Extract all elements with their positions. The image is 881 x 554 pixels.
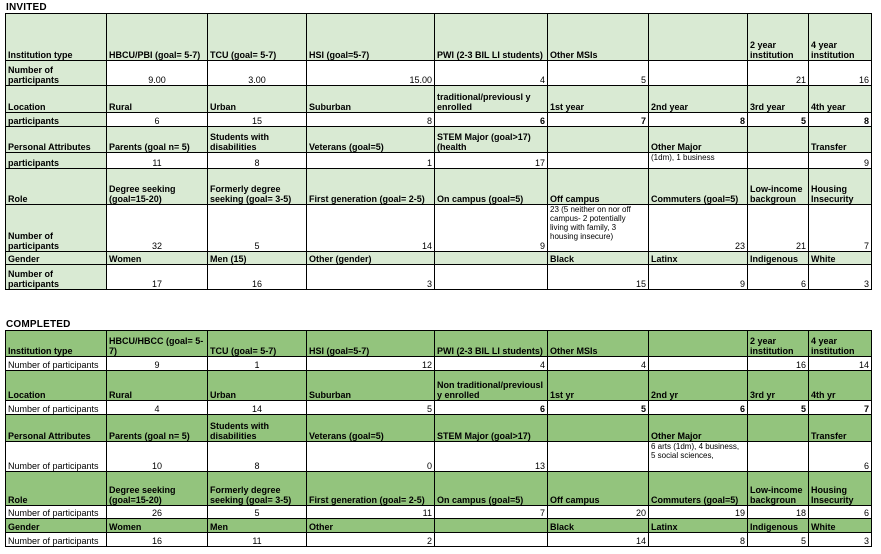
value-cell: 5: [548, 401, 649, 415]
table-row: [6, 61, 872, 86]
value-cell: 7: [435, 506, 548, 519]
row-label-cell: Gender: [6, 252, 107, 265]
value-cell: 10: [107, 442, 208, 472]
category-cell: Degree seeking (goal=15-20): [107, 472, 208, 506]
value-cell: 6: [809, 506, 872, 519]
category-cell: 4 year institution: [809, 331, 872, 357]
value-cell: 0: [307, 442, 435, 472]
value-cell: [649, 61, 748, 86]
value-cell: 3: [809, 265, 872, 290]
value-cell: 17: [107, 265, 208, 290]
category-cell: HSI (goal=5-7): [307, 331, 435, 357]
category-cell: Parents (goal n= 5): [107, 415, 208, 442]
category-cell: Black: [548, 519, 649, 533]
category-cell: STEM Major (goal>17): [435, 415, 548, 442]
value-cell: 16: [809, 61, 872, 86]
value-cell: 4: [107, 401, 208, 415]
value-cell: 9: [107, 357, 208, 371]
table-row: [6, 357, 872, 371]
category-cell: Rural: [107, 371, 208, 401]
category-cell: Degree seeking (goal=15-20): [107, 169, 208, 205]
category-cell: 2 year institution: [748, 331, 809, 357]
value-cell: 5: [548, 61, 649, 86]
table-row: [6, 127, 872, 153]
table-row: [6, 442, 872, 472]
value-cell: 4: [435, 357, 548, 371]
value-cell: 5: [748, 533, 809, 547]
value-cell: [435, 265, 548, 290]
completed-title: COMPLETED: [6, 319, 71, 330]
category-cell: [548, 415, 649, 442]
category-cell: Parents (goal n= 5): [107, 127, 208, 153]
value-cell: 8: [208, 153, 307, 169]
category-cell: TCU (goal= 5-7): [208, 14, 307, 61]
row-label-cell: Number of participants: [6, 265, 107, 290]
row-label-cell: Number of participants: [6, 506, 107, 519]
value-cell: 3: [809, 533, 872, 547]
row-label-cell: participants: [6, 153, 107, 169]
row-label-cell: Personal Attributes: [6, 415, 107, 442]
value-cell: [548, 153, 649, 169]
category-cell: 1st yr: [548, 371, 649, 401]
category-cell: Rural: [107, 86, 208, 113]
category-cell: Suburban: [307, 86, 435, 113]
value-cell: 19: [649, 506, 748, 519]
row-label-cell: Role: [6, 472, 107, 506]
row-label-cell: Location: [6, 86, 107, 113]
table-row: [6, 519, 872, 533]
category-cell: Women: [107, 252, 208, 265]
value-cell: 7: [548, 113, 649, 127]
category-cell: HBCU/PBI (goal= 5-7): [107, 14, 208, 61]
value-cell: 6: [748, 265, 809, 290]
value-cell: 5: [208, 205, 307, 252]
category-cell: [548, 127, 649, 153]
category-cell: Formerly degree seeking (goal= 3-5): [208, 169, 307, 205]
category-cell: Other MSIs: [548, 14, 649, 61]
value-cell: 12: [307, 357, 435, 371]
category-cell: Women: [107, 519, 208, 533]
table-row: [6, 331, 872, 357]
table-row: [6, 533, 872, 547]
category-cell: Veterans (goal=5): [307, 127, 435, 153]
value-cell: 6: [107, 113, 208, 127]
table-row: [6, 169, 872, 205]
row-label-cell: Number of participants: [6, 533, 107, 547]
value-cell: 11: [107, 153, 208, 169]
table-row: [6, 265, 872, 290]
category-cell: Transfer: [809, 127, 872, 153]
category-cell: Other MSIs: [548, 331, 649, 357]
category-cell: [435, 519, 548, 533]
category-cell: Off campus: [548, 472, 649, 506]
value-cell: [748, 442, 809, 472]
category-cell: PWI (2-3 BIL LI students): [435, 331, 548, 357]
category-cell: Latinx: [649, 252, 748, 265]
value-cell: [435, 533, 548, 547]
category-cell: 4th year: [809, 86, 872, 113]
value-cell: 4: [548, 357, 649, 371]
table-row: [6, 415, 872, 442]
value-cell: 11: [208, 533, 307, 547]
category-cell: Black: [548, 252, 649, 265]
category-cell: Formerly degree seeking (goal= 3-5): [208, 472, 307, 506]
category-cell: 3rd year: [748, 86, 809, 113]
category-cell: Non traditional/previousl y enrolled: [435, 371, 548, 401]
value-cell: 7: [809, 401, 872, 415]
category-cell: Other Major: [649, 127, 748, 153]
category-cell: Urban: [208, 86, 307, 113]
category-cell: 2nd year: [649, 86, 748, 113]
value-cell: 8: [208, 442, 307, 472]
row-label-cell: Institution type: [6, 331, 107, 357]
table-row: [6, 401, 872, 415]
table-row: [6, 371, 872, 401]
category-cell: Low-income backgroun: [748, 472, 809, 506]
value-cell: 20: [548, 506, 649, 519]
value-cell: 16: [748, 357, 809, 371]
value-cell: 5: [748, 401, 809, 415]
category-cell: Commuters (goal=5): [649, 169, 748, 205]
table-row: [6, 86, 872, 113]
category-cell: 4th yr: [809, 371, 872, 401]
value-cell: 9: [435, 205, 548, 252]
row-label-cell: participants: [6, 113, 107, 127]
category-cell: Suburban: [307, 371, 435, 401]
row-label-cell: Gender: [6, 519, 107, 533]
category-cell: On campus (goal=5): [435, 169, 548, 205]
category-cell: Off campus: [548, 169, 649, 205]
value-cell: [748, 153, 809, 169]
value-cell: 21: [748, 61, 809, 86]
value-cell: 5: [307, 401, 435, 415]
value-cell: 8: [307, 113, 435, 127]
value-cell: (1dm), 1 business: [649, 153, 748, 169]
value-cell: 4: [435, 61, 548, 86]
category-cell: Students with disabilities: [208, 127, 307, 153]
row-label-cell: Institution type: [6, 14, 107, 61]
category-cell: PWI (2-3 BIL LI students): [435, 14, 548, 61]
row-label-cell: Role: [6, 169, 107, 205]
category-cell: 2 year institution: [748, 14, 809, 61]
value-cell: 9: [649, 265, 748, 290]
value-cell: 23: [649, 205, 748, 252]
row-label-cell: Personal Attributes: [6, 127, 107, 153]
value-cell: 6: [649, 401, 748, 415]
category-cell: Other (gender): [307, 252, 435, 265]
category-cell: [435, 252, 548, 265]
category-cell: TCU (goal= 5-7): [208, 331, 307, 357]
value-cell: 1: [307, 153, 435, 169]
row-label-cell: Number of participants: [6, 401, 107, 415]
category-cell: Housing Insecurity: [809, 169, 872, 205]
category-cell: First generation (goal= 2-5): [307, 169, 435, 205]
invited-table: [5, 13, 872, 290]
value-cell: 15: [548, 265, 649, 290]
value-cell: 1: [208, 357, 307, 371]
value-cell: 16: [107, 533, 208, 547]
value-cell: 8: [649, 113, 748, 127]
category-cell: [649, 14, 748, 61]
value-cell: 5: [208, 506, 307, 519]
category-cell: Other Major: [649, 415, 748, 442]
row-label-cell: Location: [6, 371, 107, 401]
value-cell: 17: [435, 153, 548, 169]
value-cell: 32: [107, 205, 208, 252]
value-cell: 8: [649, 533, 748, 547]
category-cell: [748, 415, 809, 442]
value-cell: 14: [208, 401, 307, 415]
category-cell: Men: [208, 519, 307, 533]
value-cell: 14: [548, 533, 649, 547]
table-row: [6, 113, 872, 127]
value-cell: 15: [208, 113, 307, 127]
value-cell: 21: [748, 205, 809, 252]
row-label-cell: Number of participants: [6, 442, 107, 472]
category-cell: Transfer: [809, 415, 872, 442]
value-cell: 2: [307, 533, 435, 547]
value-cell: 18: [748, 506, 809, 519]
table-row: [6, 153, 872, 169]
category-cell: STEM Major (goal>17) (health: [435, 127, 548, 153]
value-cell: 23 (5 neither on nor off campus- 2 potentially living with family, 3 housing insecure): [548, 205, 649, 252]
value-cell: 14: [307, 205, 435, 252]
category-cell: On campus (goal=5): [435, 472, 548, 506]
category-cell: Students with disabilities: [208, 415, 307, 442]
category-cell: 3rd yr: [748, 371, 809, 401]
table-row: [6, 472, 872, 506]
value-cell: 26: [107, 506, 208, 519]
category-cell: First generation (goal= 2-5): [307, 472, 435, 506]
completed-table: [5, 330, 872, 547]
table-row: [6, 14, 872, 61]
value-cell: 15.00: [307, 61, 435, 86]
category-cell: Indigenous: [748, 519, 809, 533]
category-cell: Low-income backgroun: [748, 169, 809, 205]
value-cell: 8: [809, 113, 872, 127]
category-cell: Veterans (goal=5): [307, 415, 435, 442]
category-cell: White: [809, 519, 872, 533]
value-cell: 7: [809, 205, 872, 252]
category-cell: [649, 331, 748, 357]
table-row: [6, 506, 872, 519]
category-cell: Latinx: [649, 519, 748, 533]
table-row: [6, 252, 872, 265]
category-cell: HSI (goal=5-7): [307, 14, 435, 61]
row-label-cell: Number of participants: [6, 61, 107, 86]
value-cell: 11: [307, 506, 435, 519]
category-cell: White: [809, 252, 872, 265]
category-cell: Men (15): [208, 252, 307, 265]
value-cell: 6 arts (1dm), 4 business, 5 social sciences,: [649, 442, 748, 472]
category-cell: 2nd yr: [649, 371, 748, 401]
category-cell: Housing Insecurity: [809, 472, 872, 506]
value-cell: [649, 357, 748, 371]
value-cell: 9: [809, 153, 872, 169]
value-cell: [548, 442, 649, 472]
value-cell: 6: [809, 442, 872, 472]
value-cell: 13: [435, 442, 548, 472]
category-cell: Commuters (goal=5): [649, 472, 748, 506]
category-cell: 4 year institution: [809, 14, 872, 61]
value-cell: 3.00: [208, 61, 307, 86]
row-label-cell: Number of participants: [6, 357, 107, 371]
category-cell: HBCU/HBCC (goal= 5-7): [107, 331, 208, 357]
category-cell: Urban: [208, 371, 307, 401]
row-label-cell: Number of participants: [6, 205, 107, 252]
invited-title: INVITED: [6, 2, 47, 13]
value-cell: 9.00: [107, 61, 208, 86]
value-cell: 5: [748, 113, 809, 127]
category-cell: traditional/previousl y enrolled: [435, 86, 548, 113]
category-cell: Other: [307, 519, 435, 533]
value-cell: 3: [307, 265, 435, 290]
table-row: [6, 205, 872, 252]
value-cell: 6: [435, 113, 548, 127]
category-cell: 1st year: [548, 86, 649, 113]
category-cell: Indigenous: [748, 252, 809, 265]
category-cell: [748, 127, 809, 153]
value-cell: 14: [809, 357, 872, 371]
value-cell: 16: [208, 265, 307, 290]
value-cell: 6: [435, 401, 548, 415]
